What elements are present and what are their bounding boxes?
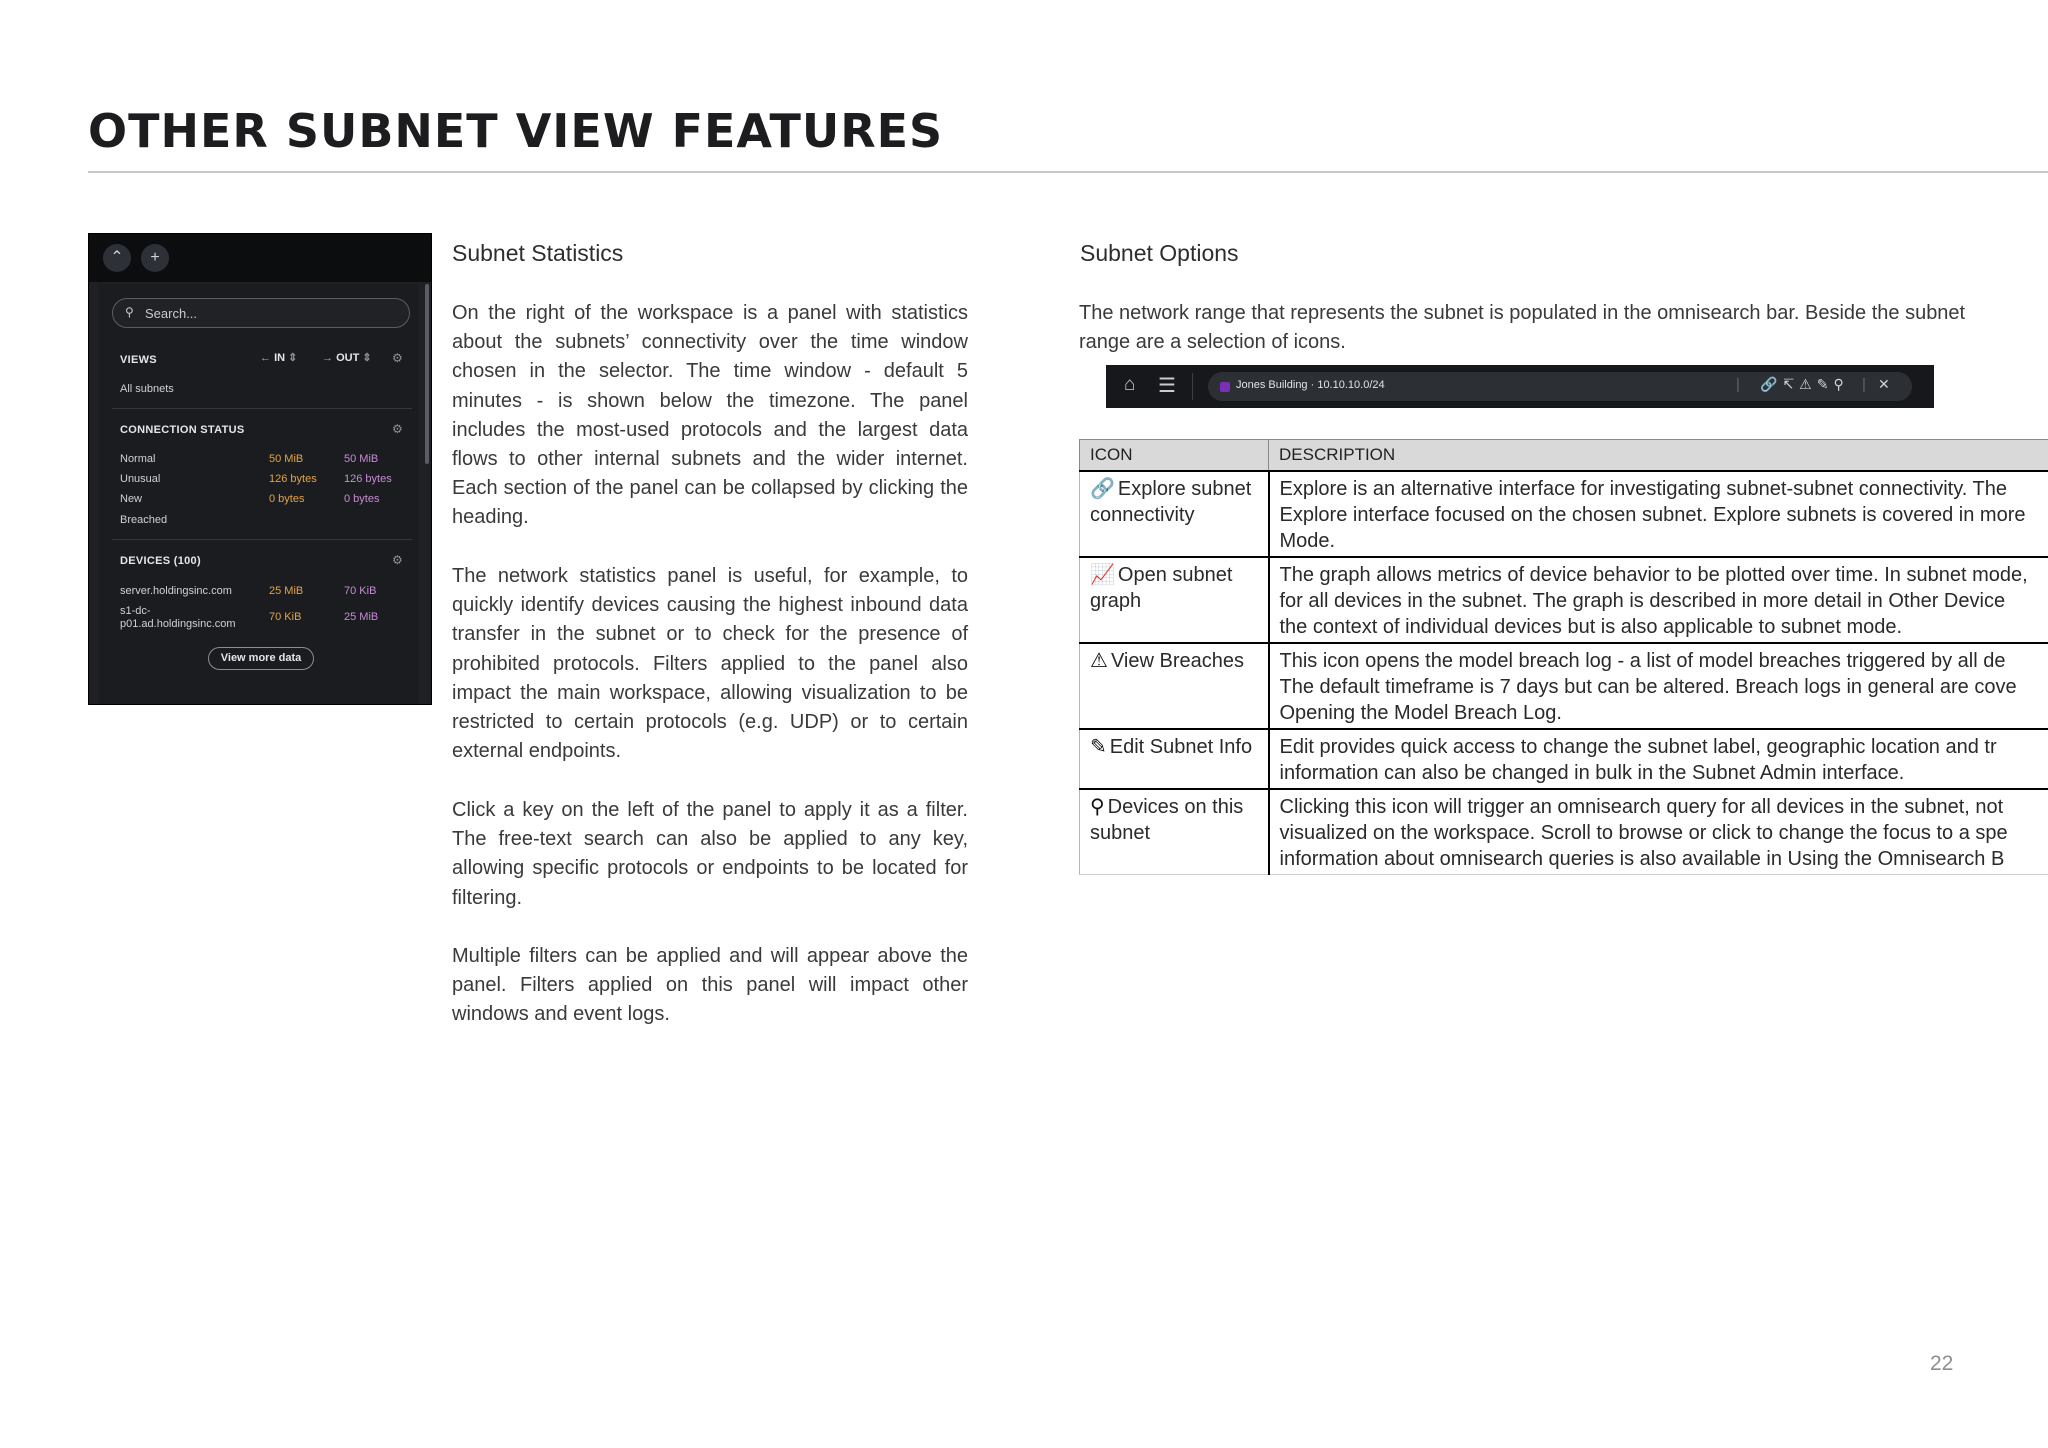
panel-divider [112,408,412,409]
chart-line-icon[interactable]: ↸ [1782,376,1800,392]
status-in-value: 50 MiB [269,453,304,465]
subnet-options-table [1079,439,2048,875]
separator: | [1736,376,1740,393]
chart-line-icon: 📈 [1090,564,1115,586]
icon-label: Explore subnet connectivity [1090,478,1252,526]
views-settings-icon[interactable]: ⚙ [392,351,403,365]
status-label[interactable]: Unusual [120,473,161,485]
panel-scrollbar[interactable] [425,284,429,464]
status-out-value: 126 bytes [344,473,392,485]
omnisearch-field[interactable] [1208,372,1912,401]
table-row [1080,643,2048,729]
description-cell: Clicking this icon will trigger an omnisearch query for all devices in the subnet, not visualized on the workspace. Scroll to browse or click to change the focus to a spe information about omnisearch queries is also available in Using the Omnisearch B [1269,789,2048,875]
devices-settings-icon[interactable]: ⚙ [392,553,403,567]
search-icon[interactable]: ⚲ [1833,376,1849,392]
icon-cell [1080,471,1269,557]
icon-cell [1080,643,1269,729]
column-header-description: DESCRIPTION [1269,440,2048,472]
close-icon[interactable]: ✕ [1878,376,1890,392]
status-label[interactable]: New [120,493,143,505]
page-number: 22 [1930,1352,1954,1375]
description-cell: Explore is an alternative interface for investigating subnet-subnet connectivity. The Explore interface focused on the chosen subnet. Explore subnets is covered in more Mode. [1269,471,2048,557]
status-out-value: 0 bytes [344,493,380,505]
link-icon: 🔗 [1090,478,1115,500]
title-divider [88,171,2048,173]
column-header-icon: ICON [1080,440,1269,472]
device-out-value: 70 KiB [344,585,377,597]
description-cell: Edit provides quick access to change the subnet label, geographic location and tr information can also be changed in bulk in the Subnet Admin interface. [1269,729,2048,789]
table-row [1080,557,2048,643]
table-header-row [1080,440,2048,472]
status-label[interactable]: Breached [120,514,168,526]
options-intro: The network range that represents the subnet is populated in the omnisearch bar. Beside the subnet range are a selection of icons. [1079,302,1966,354]
stats-paragraph: Click a key on the left of the panel to apply it as a filter. The free-text search can also be applied to any key, allowing specific protocols or endpoints to be located for filtering. [452,799,968,909]
subnet-options-heading: Subnet Options [1080,240,1239,266]
table-row [1080,789,2048,875]
search-icon: ⚲ [125,305,134,319]
stats-paragraph: Multiple filters can be applied and will appear above the panel. Filters applied on this panel will impact other windows and event logs. [452,945,968,1026]
device-in-value: 25 MiB [269,585,304,597]
status-in-value: 126 bytes [269,473,317,485]
table-row [1080,471,2048,557]
chevron-up-icon: ⌃ [110,249,124,266]
view-more-data-button[interactable]: View more data [208,647,314,670]
status-in-value: 0 bytes [269,493,305,505]
table-row [1080,729,2048,789]
stats-paragraph: On the right of the workspace is a panel with statistics about the subnets’ connectivity over the time window chosen in the selector. The time window - default 5 minutes - is shown below the timezone. The panel includes the most-used protocols and the largest data flows to other internal subnets and the wider internet. Each section of the panel can be collapsed by clicking the heading. [452,302,968,529]
icon-label: View Breaches [1110,650,1244,672]
separator: | [1862,376,1866,393]
description-cell: The graph allows metrics of device behavior to be plotted over time. In subnet mode, for all devices in the subnet. The graph is described in more detail in Other Device the context of individual devices but is also applicable to subnet mode. [1269,557,2048,643]
status-out-value: 50 MiB [344,453,379,465]
description-cell: This icon opens the model breach log - a list of model breaches triggered by all de The default timeframe is 7 days but can be altered. Breach logs in general are cove Opening the Model Breach Log. [1269,643,2048,729]
plus-icon: + [150,249,160,266]
out-column-label[interactable]: → OUT ⇕ [322,352,372,364]
link-icon[interactable]: 🔗 [1760,376,1783,392]
warning-icon: ⚠ [1090,650,1108,672]
omnisearch-bar [1106,365,1934,408]
all-subnets-item[interactable]: All subnets [120,383,174,395]
subnet-color-swatch [1220,382,1230,392]
search-placeholder: Search... [145,306,198,321]
device-name[interactable]: server.holdingsinc.com [120,585,232,597]
icon-cell [1080,729,1269,789]
subnet-statistics-heading: Subnet Statistics [452,240,624,266]
views-heading[interactable]: VIEWS [120,354,157,366]
add-button[interactable] [141,244,169,272]
connection-settings-icon[interactable]: ⚙ [392,422,403,436]
device-name[interactable]: s1-dc- p01.ad.holdingsinc.com [120,605,236,630]
icon-label: Devices on this subnet [1090,796,1244,844]
collapse-button[interactable] [103,244,131,272]
panel-toolbar [89,234,431,282]
device-out-value: 25 MiB [344,611,379,623]
icon-cell [1080,789,1269,875]
stats-paragraph: The network statistics panel is useful, for example, to quickly identify devices causing the highest inbound data transfer in the subnet or to check for the presence of prohibited protocols. Filters applied to the panel also impact the main workspace, allowing visualization to be restricted to certain protocols (e.g. UDP) or to certain external endpoints. [452,565,968,763]
devices-heading[interactable]: DEVICES (100) [120,555,201,567]
device-in-value: 70 KiB [269,611,302,623]
connection-status-heading[interactable]: CONNECTION STATUS [120,424,245,436]
pencil-icon: ✎ [1090,736,1107,758]
icon-label: Edit Subnet Info [1109,736,1253,758]
divider [1192,373,1193,400]
page-title: OTHER SUBNET VIEW FEATURES [88,104,944,158]
in-column-label[interactable]: ← IN ⇕ [260,352,298,364]
panel-divider [112,539,412,540]
search-icon: ⚲ [1090,796,1105,818]
panel-search-input[interactable] [112,298,410,328]
home-icon[interactable]: ⌂ [1124,374,1136,395]
pencil-icon[interactable]: ✎ [1816,376,1834,392]
icon-cell [1080,557,1269,643]
subnet-option-icons [1760,376,1849,393]
omnisearch-subnet-text: Jones Building · 10.10.10.0/24 [1236,379,1385,391]
status-label[interactable]: Normal [120,453,156,465]
warning-icon[interactable]: ⚠ [1799,376,1817,392]
menu-icon[interactable]: ☰ [1158,375,1176,397]
icon-label: Open subnet graph [1090,564,1233,612]
